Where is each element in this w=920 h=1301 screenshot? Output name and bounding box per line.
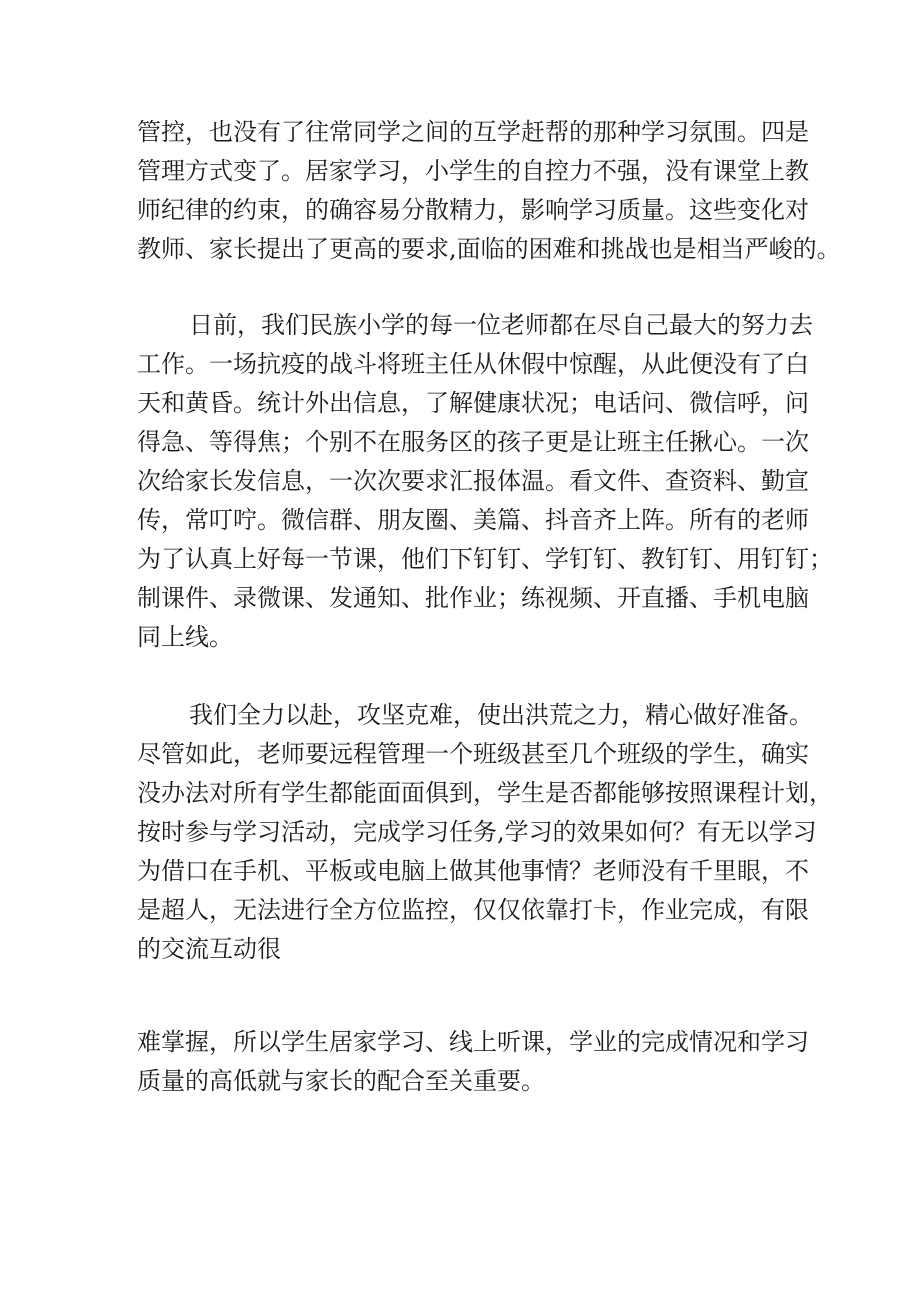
paragraph-line: 得急、等得焦；个别不在服务区的孩子更是让班主任揪心。一次: [137, 428, 809, 456]
paragraph-line: 传，常叮咛。微信群、朋友圈、美篇、抖音齐上阵。所有的老师: [137, 506, 809, 534]
paragraph-1: [137, 113, 841, 269]
paragraph-2: [137, 306, 833, 657]
paragraph-line: 管理方式变了。居家学习，小学生的自控力不强，没有课堂上教: [137, 157, 809, 185]
paragraph-line: 按时参与学习活动，完成学习任务,学习的效果如何？有无以学习: [137, 818, 817, 846]
paragraph-line: 制课件、录微课、发通知、批作业；练视频、开直播、手机电脑: [137, 584, 809, 612]
paragraph-line: 师纪律的约束，的确容易分散精力，影响学习质量。这些变化对: [137, 196, 809, 224]
paragraph-3: [137, 696, 833, 969]
paragraph-line: 为借口在手机、平板或电脑上做其他事情？老师没有千里眼，不: [137, 857, 809, 885]
paragraph-line: 是超人，无法进行全方位监控，仅仅依靠打卡，作业完成，有限: [137, 896, 809, 924]
paragraph-line: 为了认真上好每一节课，他们下钉钉、学钉钉、教钉钉、用钉钉；: [137, 545, 833, 573]
paragraph-line: 次给家长发信息，一次次要求汇报体温。看文件、查资料、勤宣: [137, 467, 809, 495]
paragraph-line: 同上线。: [137, 623, 233, 651]
paragraph-line: 的交流互动很: [137, 935, 281, 963]
paragraph-line: 天和黄昏。统计外出信息，了解健康状况；电话问、微信呼，问: [137, 389, 809, 417]
paragraph-line: 难掌握，所以学生居家学习、线上听课，学业的完成情况和学习: [137, 1028, 809, 1056]
paragraph-line: 管控，也没有了往常同学之间的互学赶帮的那种学习氛围。四是: [137, 118, 809, 146]
paragraph-line: 工作。一场抗疫的战斗将班主任从休假中惊醒，从此便没有了白: [137, 350, 809, 378]
paragraph-4: [137, 1023, 817, 1101]
paragraph-line: 尽管如此，老师要远程管理一个班级甚至几个班级的学生，确实: [137, 740, 809, 768]
paragraph-first-line: 日前，我们民族小学的每一位老师都在尽自己最大的努力去: [189, 311, 813, 339]
paragraph-first-line: 我们全力以赴，攻坚克难，使出洪荒之力，精心做好准备。: [189, 701, 813, 729]
paragraph-line: 质量的高低就与家长的配合至关重要。: [137, 1067, 545, 1095]
paragraph-line: 教师、家长提出了更高的要求,面临的困难和挑战也是相当严峻的。: [137, 235, 841, 263]
paragraph-line: 没办法对所有学生都能面面俱到，学生是否都能够按照课程计划，: [137, 779, 833, 807]
